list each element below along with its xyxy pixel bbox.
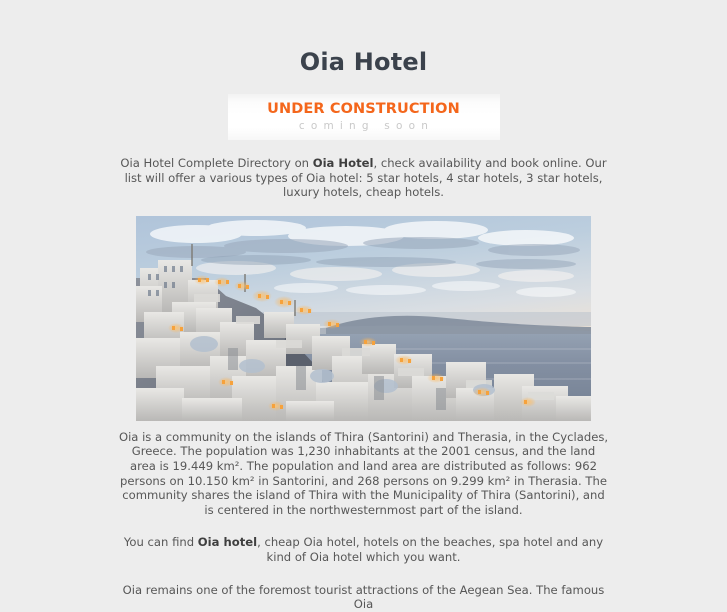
intro-keyword-bold: Oia Hotel bbox=[312, 156, 374, 170]
oia-santorini-photo bbox=[136, 216, 591, 421]
intro-text-part-1: Oia Hotel Complete Directory on bbox=[120, 156, 313, 170]
intro-paragraph bbox=[119, 140, 609, 200]
intro-text-part-2: , check availability and book online. Our list will offer a various types of Oia hotel: 5 star hotels, 4 star hotels, 3 star hotels, luxury hotels, cheap hotels. bbox=[124, 156, 607, 200]
attractions-paragraph: Oia remains one of the foremost tourist attractions of the Aegean Sea. The famous Oia bbox=[122, 582, 605, 612]
about-oia-paragraph: Oia is a community on the islands of Thira (Santorini) and Therasia, in the Cyclades, Greece. The population was 1,230 inhabitants at the 2001 census, and the land area is 19.449 km². The population and land area are distributed as follows: 962 persons on 10.150 km² in Santorini, and 268 persons on 9.299 km² in Therasia. The community shares the island of Thira with the Municipality of Thira (Santorini), and is centered in the northwesternmost part of the island. bbox=[118, 429, 609, 517]
page-title: Oia Hotel bbox=[299, 48, 428, 76]
banner-headline: UNDER CONSTRUCTION bbox=[267, 101, 460, 117]
find-text-part-2: , cheap Oia hotel, hotels on the beaches, spa hotel and any kind of Oia hotel which you want. bbox=[257, 535, 604, 564]
find-keyword-bold: Oia hotel bbox=[197, 535, 258, 550]
under-construction-banner bbox=[228, 94, 500, 140]
under-construction-banner-wrapper bbox=[0, 94, 727, 140]
banner-subline: coming soon bbox=[298, 120, 435, 132]
find-text-part-1: You can find bbox=[123, 535, 198, 550]
find-hotel-paragraph bbox=[119, 517, 609, 564]
hero-photo-wrapper bbox=[119, 216, 609, 421]
content-column bbox=[119, 140, 609, 612]
